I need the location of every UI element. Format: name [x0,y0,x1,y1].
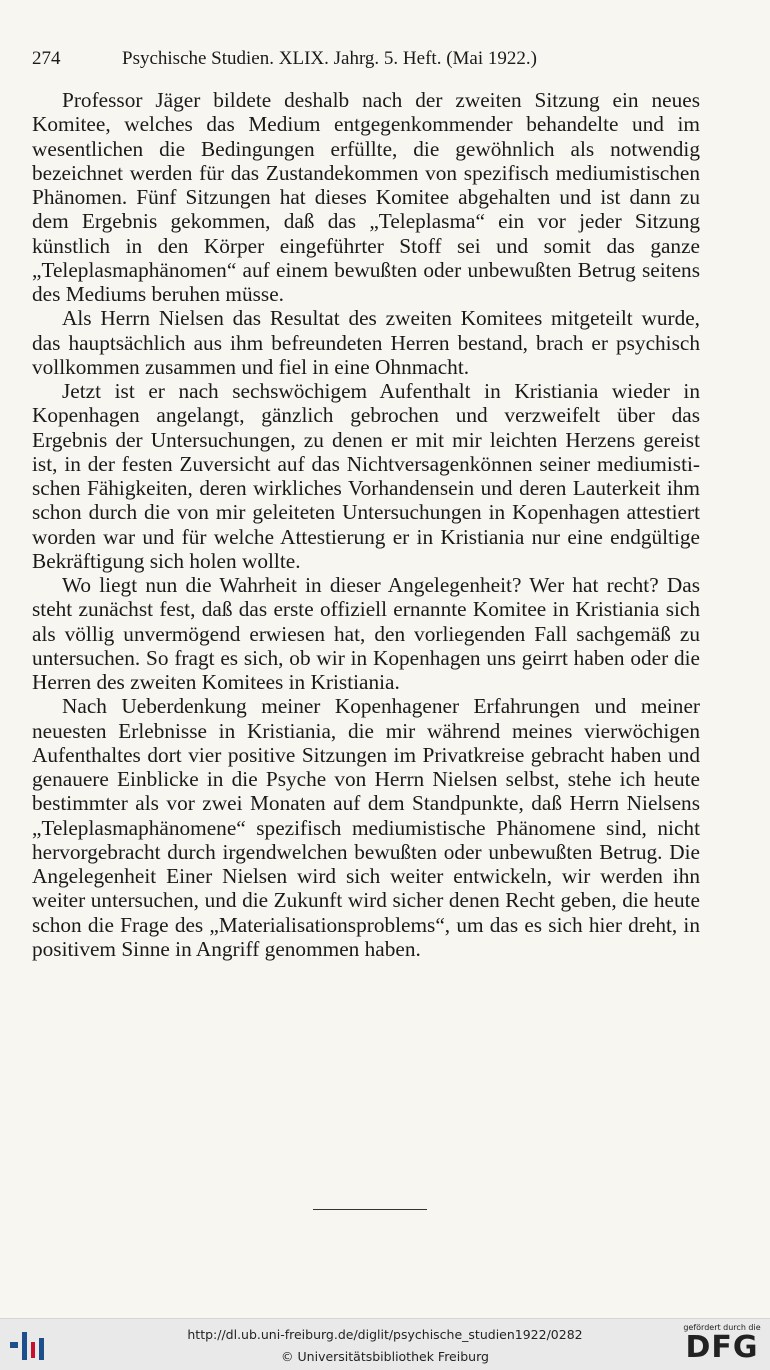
copyright-notice: © Universitätsbibliothek Freiburg [281,1349,489,1364]
viewer-footer [0,1318,770,1370]
page-number: 274 [32,48,61,69]
end-rule-divider [313,1209,427,1210]
dfg-logo-text: DFG [685,1330,759,1365]
dfg-caption: gefördert durch die [683,1323,761,1332]
source-url-link[interactable]: http://dl.ub.uni-freiburg.de/diglit/psychische_studien1922/0282 [187,1327,583,1342]
dfg-logo[interactable] [682,1323,762,1364]
body-text [32,88,700,961]
paragraph: Professor Jäger bildete deshalb nach der zweiten Sitzung ein neues Komitee, welches das Medium entgegenkommender behandelte und im wesentlichen die Bedingungen erfüllte, die gewöhnlich als notwendig bezeichnet werden für das Zustandekommen von spezifisch mediumistischen Phänomen. Fünf Sitzungen hat dieses Komitee abgehalten und ist dann zu dem Ergebnis gekommen, daß das „Teleplasma“ ein vor jeder Sitzung künstlich in den Körper eingeführter Stoff sei und somit das ganze „Teleplasmaphänomen“ auf einem bewußten oder unbewußten Betrug seitens des Mediums beruhen müsse. [32,88,700,306]
paragraph: Nach Ueberdenkung meiner Kopenhagener Erfahrungen und meiner neuesten Erlebnisse in Kristiania, die mir während meines vierwöchigen Aufenthaltes dort vier positive Sitzungen im Privatkreise gebracht haben und genauere Einblicke in die Psyche von Herrn Nielsen selbst, stehe ich heute bestimmter als vor zwei Monaten auf dem Standpunkte, daß Herrn Nielsens „Teleplasmaphänomene“ spezifisch mediumistische Phänomene sind, nicht hervorgebracht durch irgendwelchen bewußten oder unbewußten Betrug. Die Angelegenheit Einer Nielsen wird sich weiter entwickeln, wir werden ihn weiter untersuchen, und die Zukunft wird sicher denen Recht geben, die heute schon die Frage des „Materialisationsproblems“, um das es sich hier dreht, in positivem Sinne in Angriff genommen haben. [32,694,700,961]
running-title: Psychische Studien. XLIX. Jahrg. 5. Heft. (Mai 1922.) [122,48,537,69]
paragraph: Wo liegt nun die Wahrheit in dieser Angelegenheit? Wer hat recht? Das steht zunächst fest, daß das erste offiziell ernannte Komitee in Kristiania sich als völlig unvermögend erwiesen hat, den vorliegenden Fall sachgemäß zu untersuchen. So fragt es sich, ob wir in Kopenhagen uns geirrt haben oder die Herren des zweiten Komitees in Kristiania. [32,573,700,694]
paragraph: Als Herrn Nielsen das Resultat des zweiten Komitees mitgeteilt wurde, das hauptsächlich aus ihm befreundeten Herren bestand, brach er psychisch vollkommen zusammen und fiel in eine Ohnmacht. [32,306,700,379]
paragraph: Jetzt ist er nach sechswöchigem Aufenthalt in Kristiania wieder in Kopenhagen angelangt, gänzlich gebrochen und verzweifelt über das Ergebnis der Untersuchungen, zu denen er mit mir leichten Herzens gereist ist, in der festen Zuversicht auf das Nichtversagenkönnen seiner mediumistischen Fähigkeiten, deren wirkliches Vorhandensein und deren Lauterkeit ihm schon durch die von mir geleiteten Untersuchungen in Kopenhagen attestiert worden war und für welche Attestierung er in Kristiania nur eine endgültige Bekräftigung sich holen wollte. [32,379,700,573]
page-header [32,48,710,70]
